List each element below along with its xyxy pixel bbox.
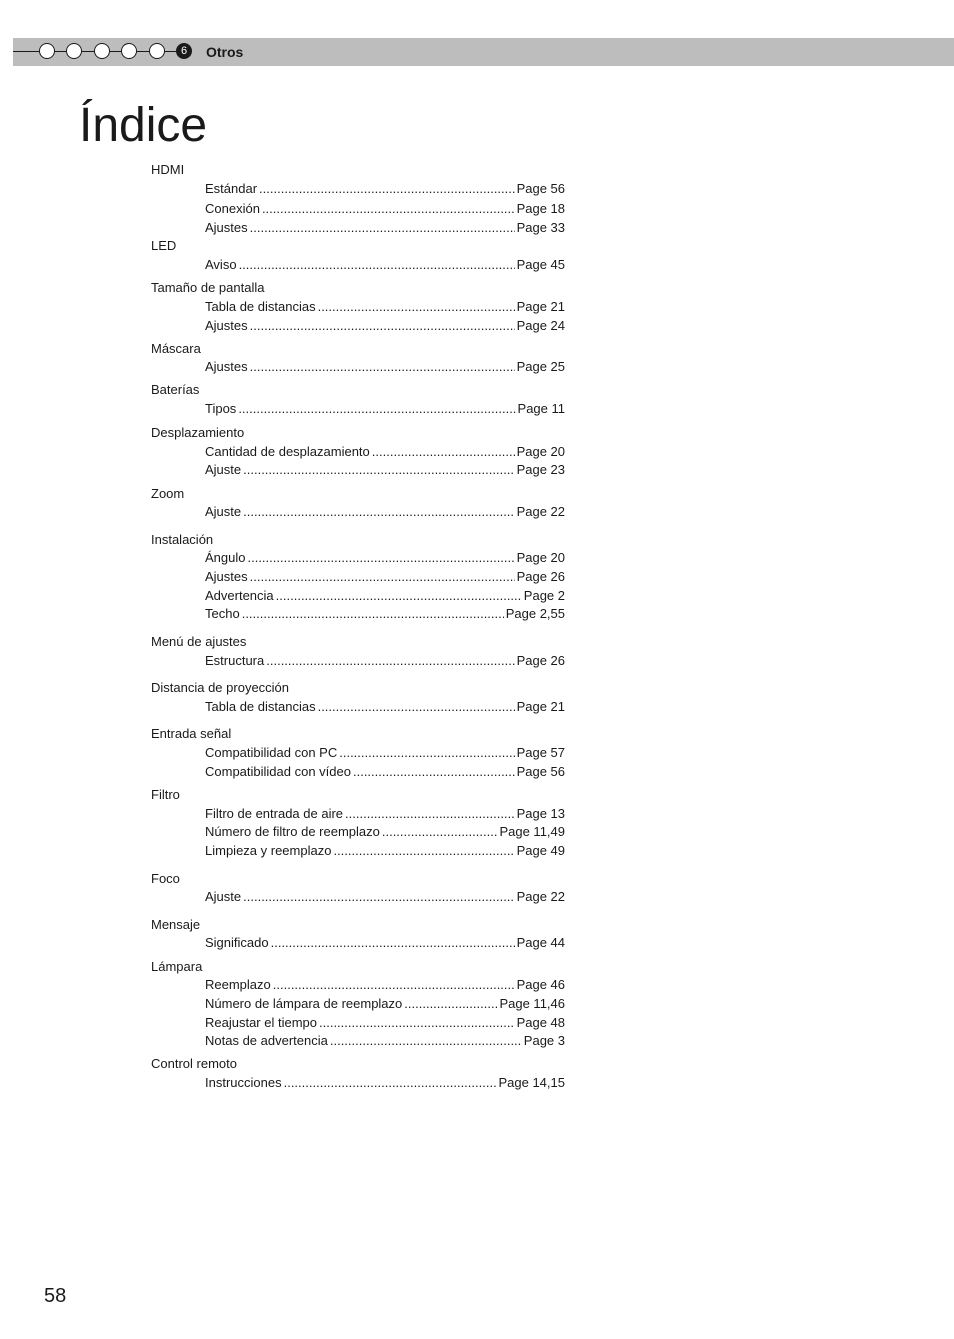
index-entry-page: Page 11,49 [499, 824, 565, 839]
dot-leader [333, 843, 514, 859]
index-entry-label: Ajustes [205, 220, 248, 235]
index-entry-label: Conexión [205, 201, 260, 216]
dot-leader [250, 220, 515, 236]
index-category: Control remoto [151, 1056, 237, 1071]
index-entry-page: Page 57 [516, 745, 565, 760]
dot-leader [266, 653, 514, 669]
index-entry [205, 444, 565, 460]
index-category: Entrada señal [151, 726, 232, 741]
index-entry [205, 181, 565, 197]
index-entry-page: Page 49 [516, 843, 565, 858]
index-entry-page: Page 2 [523, 588, 565, 603]
dot-leader [372, 444, 515, 460]
index-category: Baterías [151, 382, 200, 397]
index-category: Menú de ajustes [151, 634, 247, 649]
dot-leader [284, 1075, 497, 1091]
index-entry [205, 824, 565, 840]
index-entry [205, 806, 565, 822]
index-entry-label: Estándar [205, 181, 258, 196]
index-category: Lámpara [151, 959, 203, 974]
index-entry-page: Page 21 [516, 299, 565, 314]
index-entry-label: Estructura [205, 653, 265, 668]
dot-leader [259, 181, 515, 197]
dot-leader [243, 504, 514, 520]
index-entry-label: Limpieza y reemplazo [205, 843, 332, 858]
dot-leader [242, 606, 504, 622]
index-entry-page: Page 48 [516, 1015, 565, 1030]
index-entry-page: Page 45 [516, 257, 565, 272]
index-entry-page: Page 46 [516, 977, 565, 992]
index-entry [205, 699, 565, 715]
index-entry-label: Techo [205, 606, 240, 621]
index-category: Máscara [151, 341, 201, 356]
dot-leader [339, 745, 514, 761]
index-entry [205, 843, 565, 859]
index-entry-page: Page 14,15 [498, 1075, 565, 1090]
index-entry-label: Reemplazo [205, 977, 271, 992]
index-entry-page: Page 25 [516, 359, 565, 374]
dot-leader [247, 550, 514, 566]
index-entry-label: Ángulo [205, 550, 246, 565]
index-entry-page: Page 2,55 [505, 606, 565, 621]
index-entry-label: Ajuste [205, 462, 242, 477]
chapter-step-active-icon: 6 [176, 43, 192, 59]
index-entry-page: Page 56 [516, 181, 565, 196]
index-entry [205, 462, 565, 478]
index-entry-page: Page 24 [516, 318, 565, 333]
index-entry-label: Ajuste [205, 889, 242, 904]
index-entry [205, 504, 565, 520]
index-entry-page: Page 22 [516, 504, 565, 519]
dot-leader [353, 764, 515, 780]
index-entry [205, 1033, 565, 1049]
index-entry-label: Advertencia [205, 588, 274, 603]
index-entry-page: Page 26 [516, 569, 565, 584]
index-entry [205, 935, 565, 951]
index-entry [205, 1015, 565, 1031]
index-entry-label: Aviso [205, 257, 237, 272]
index-entry [205, 401, 565, 417]
index-entry [205, 318, 565, 334]
index-entry-page: Page 11 [517, 401, 565, 416]
dot-leader [262, 201, 515, 217]
index-entry-page: Page 44 [516, 935, 565, 950]
index-entry [205, 588, 565, 604]
index-entry-label: Instrucciones [205, 1075, 282, 1090]
index-entry [205, 220, 565, 236]
dot-leader [271, 935, 515, 951]
index-entry [205, 889, 565, 905]
index-category: Mensaje [151, 917, 201, 932]
index-entry [205, 359, 565, 375]
dot-leader [250, 318, 515, 334]
index-entry-label: Reajustar el tiempo [205, 1015, 317, 1030]
index-entry-label: Cantidad de desplazamiento [205, 444, 370, 459]
dot-leader [239, 257, 515, 273]
page-title: Índice [79, 99, 208, 152]
index-entry-page: Page 13 [516, 806, 565, 821]
index-category: Instalación [151, 532, 214, 547]
dot-leader [330, 1033, 522, 1049]
index-entry-label: Número de lámpara de reemplazo [205, 996, 403, 1011]
dot-leader [345, 806, 515, 822]
index-entry-page: Page 22 [516, 889, 565, 904]
index-entry-label: Significado [205, 935, 269, 950]
index-entry [205, 996, 565, 1012]
index-entry-page: Page 33 [516, 220, 565, 235]
dot-leader [404, 996, 497, 1012]
index-entry-page: Page 11,46 [499, 996, 565, 1011]
index-category: HDMI [151, 162, 185, 177]
index-entry-page: Page 18 [516, 201, 565, 216]
chapter-step-2-icon [66, 43, 82, 59]
index-entry-label: Número de filtro de reemplazo [205, 824, 380, 839]
section-label: Otros [206, 44, 244, 60]
index-entry-label: Filtro de entrada de aire [205, 806, 344, 821]
dot-leader [318, 299, 515, 315]
chapter-header-bar [13, 38, 954, 66]
index-entry-page: Page 21 [516, 699, 565, 714]
chapter-step-5-icon [149, 43, 165, 59]
index-entry [205, 1075, 565, 1091]
index-entry [205, 764, 565, 780]
index-entry [205, 201, 565, 217]
index-entry [205, 257, 565, 273]
index-category: Foco [151, 871, 180, 886]
index-entry-page: Page 3 [523, 1033, 565, 1048]
index-category: Tamaño de pantalla [151, 280, 265, 295]
index-entry-label: Compatibilidad con vídeo [205, 764, 351, 779]
chapter-step-3-icon [94, 43, 110, 59]
index-entry-label: Ajuste [205, 504, 242, 519]
chapter-step-4-icon [121, 43, 137, 59]
dot-leader [273, 977, 515, 993]
dot-leader [250, 359, 515, 375]
index-entry-page: Page 56 [516, 764, 565, 779]
index-entry-page: Page 20 [516, 550, 565, 565]
index-entry-label: Tabla de distancias [205, 699, 316, 714]
index-category: Zoom [151, 486, 185, 501]
index-category: Filtro [151, 787, 180, 802]
index-entry-page: Page 26 [516, 653, 565, 668]
index-entry-label: Ajustes [205, 318, 248, 333]
index-category: Desplazamiento [151, 425, 245, 440]
index-entry-page: Page 20 [516, 444, 565, 459]
index-entry-label: Notas de advertencia [205, 1033, 328, 1048]
index-entry-label: Tipos [205, 401, 237, 416]
index-entry-label: Ajustes [205, 359, 248, 374]
index-entry-label: Tabla de distancias [205, 299, 316, 314]
dot-leader [243, 462, 514, 478]
dot-leader [243, 889, 514, 905]
chapter-step-1-icon [39, 43, 55, 59]
dot-leader [319, 1015, 515, 1031]
dot-leader [382, 824, 498, 840]
dot-leader [318, 699, 515, 715]
index-category: LED [151, 238, 177, 253]
index-entry [205, 550, 565, 566]
index-entry-label: Ajustes [205, 569, 248, 584]
dot-leader [250, 569, 515, 585]
index-entry [205, 299, 565, 315]
index-entry [205, 745, 565, 761]
index-entry [205, 977, 565, 993]
dot-leader [276, 588, 522, 604]
index-entry-page: Page 23 [516, 462, 565, 477]
index-entry-label: Compatibilidad con PC [205, 745, 338, 760]
page-number: 58 [44, 1285, 67, 1307]
index-category: Distancia de proyección [151, 680, 290, 695]
index-entry [205, 569, 565, 585]
index-entry [205, 606, 565, 622]
dot-leader [238, 401, 515, 417]
index-entry [205, 653, 565, 669]
